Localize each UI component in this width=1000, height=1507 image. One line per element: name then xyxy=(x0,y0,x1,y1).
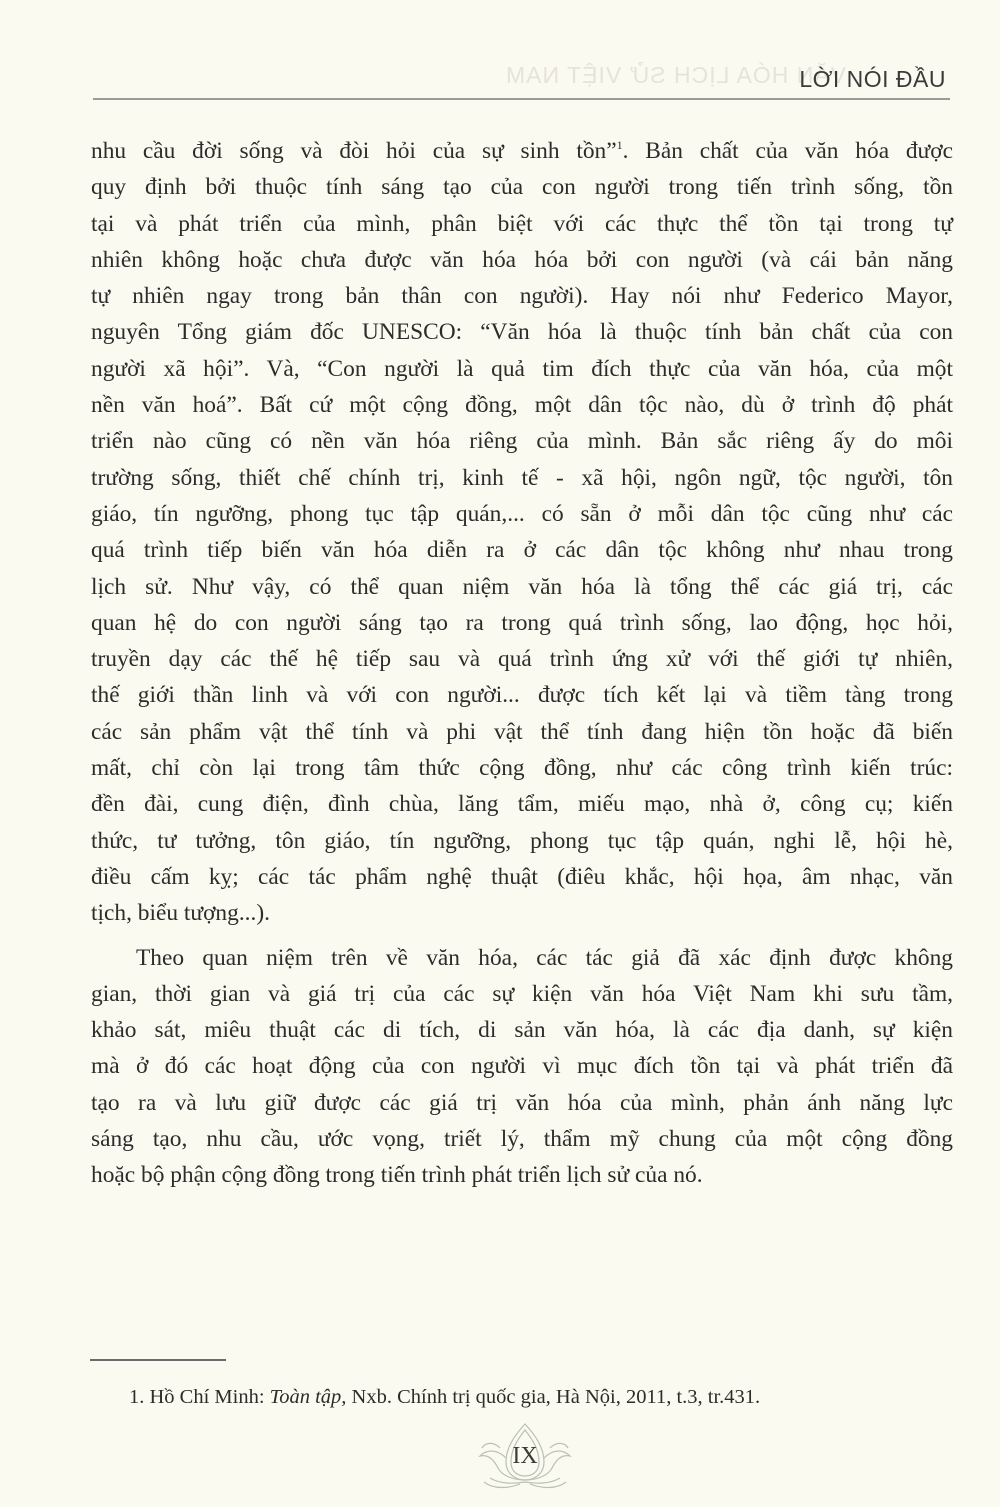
text-line: Theo quan niệm trên về văn hóa, các tác giả đã xác định được không xyxy=(136,944,953,971)
text-line: sáng tạo, nhu cầu, ước vọng, triết lý, thẩm mỹ chung của một cộng đồng xyxy=(91,1126,953,1153)
footnote-author: Hồ Chí Minh: xyxy=(149,1386,265,1408)
text-line: khảo sát, miêu thuật các di tích, di sản văn hóa, là các địa danh, sự kiện xyxy=(91,1017,953,1044)
paragraph-gap xyxy=(91,932,953,940)
text-line: tại và phát triển của mình, phân biệt với các thực thể tồn tại trong tự xyxy=(91,210,953,237)
text-line: gian, thời gian và giá trị của các sự kiện văn hóa Việt Nam khi sưu tầm, xyxy=(91,980,953,1007)
text-line: nguyên Tổng giám đốc UNESCO: “Văn hóa là thuộc tính bản chất của con xyxy=(91,319,953,346)
text-line: lịch sử. Như vậy, có thể quan niệm văn hóa là tổng thể các giá trị, các xyxy=(91,573,953,600)
text-line: người xã hội”. Và, “Con người là quả tim đích thực của văn hóa, của một xyxy=(91,355,953,382)
text-line: quy định bởi thuộc tính sáng tạo của con người trong tiến trình sống, tồn xyxy=(91,174,953,201)
text-line: triển nào cũng có nền văn hóa riêng của mình. Bản sắc riêng ấy do môi xyxy=(91,428,953,455)
running-header-title: LỜI NÓI ĐẦU xyxy=(799,66,946,92)
text-line: mất, chỉ còn lại trong tâm thức cộng đồng, như các công trình kiến trúc: xyxy=(91,755,953,782)
text-line: quan hệ do con người sáng tạo ra trong quá trình sống, lao động, học hỏi, xyxy=(91,609,953,636)
text-line: trường sống, thiết chế chính trị, kinh tế - xã hội, ngôn ngữ, tộc người, tôn xyxy=(91,464,953,491)
paragraph-2 xyxy=(91,940,953,1194)
page-number: IX xyxy=(512,1443,538,1469)
text-line: điều cấm kỵ; các tác phẩm nghệ thuật (điêu khắc, hội họa, âm nhạc, văn xyxy=(91,863,953,890)
text-span: . Bản chất của văn hóa được xyxy=(622,138,953,164)
text-line: thế giới thần linh và với con người... được tích kết lại và tiềm tàng trong xyxy=(91,682,953,709)
footnote-marker[interactable]: 1 xyxy=(616,138,623,153)
footnote-rule xyxy=(90,1359,226,1361)
text-line: hoặc bộ phận cộng đồng trong tiến trình phát triển lịch sử của nó. xyxy=(91,1162,703,1189)
text-line: nền văn hoá”. Bất cứ một cộng đồng, một dân tộc nào, dù ở trình độ phát xyxy=(91,392,953,419)
body-text xyxy=(91,133,953,1194)
header-rule xyxy=(93,98,950,100)
text-line: quá trình tiếp biến văn hóa diễn ra ở các dân tộc không như nhau trong xyxy=(91,537,953,564)
page-number-block xyxy=(470,1418,580,1498)
footnote xyxy=(129,1382,949,1412)
text-line: đền đài, cung điện, đình chùa, lăng tẩm, miếu mạo, nhà ở, công cụ; kiến xyxy=(91,791,953,818)
text-line xyxy=(91,133,953,169)
header-bleedthrough-text: VĂN HÓA LỊCH SỬ VIỆT NAM xyxy=(505,62,847,88)
text-line: mà ở đó các hoạt động của con người vì mục đích tồn tại và phát triển đã xyxy=(91,1053,953,1080)
footnote-title: Toàn tập, xyxy=(269,1386,347,1408)
text-line: tự nhiên ngay trong bản thân con người). Hay nói như Federico Mayor, xyxy=(91,283,953,310)
text-line: tạo ra và lưu giữ được các giá trị văn hóa của mình, phản ánh năng lực xyxy=(91,1089,953,1116)
text-span: nhu cầu đời sống và đòi hỏi của sự sinh tồn” xyxy=(91,138,617,164)
footnote-details: Nxb. Chính trị quốc gia, Hà Nội, 2011, t.3, tr.431. xyxy=(351,1386,761,1408)
text-line: nhiên không hoặc chưa được văn hóa hóa bởi con người (và cái bản năng xyxy=(91,246,953,273)
footnote-number: 1. xyxy=(129,1386,145,1408)
text-line: các sản phẩm vật thể tính và phi vật thể tính đang hiện tồn hoặc đã biến xyxy=(91,718,953,745)
text-line: thức, tư tưởng, tôn giáo, tín ngưỡng, phong tục tập quán, nghi lễ, hội hè, xyxy=(91,827,953,854)
text-line: tịch, biểu tượng...). xyxy=(91,900,271,927)
text-line: truyền dạy các thế hệ tiếp sau và quá trình ứng xử với thế giới tự nhiên, xyxy=(91,646,953,673)
paragraph-1 xyxy=(91,133,953,932)
text-line: giáo, tín ngưỡng, phong tục tập quán,... có sẵn ở mỗi dân tộc cũng như các xyxy=(91,500,953,527)
